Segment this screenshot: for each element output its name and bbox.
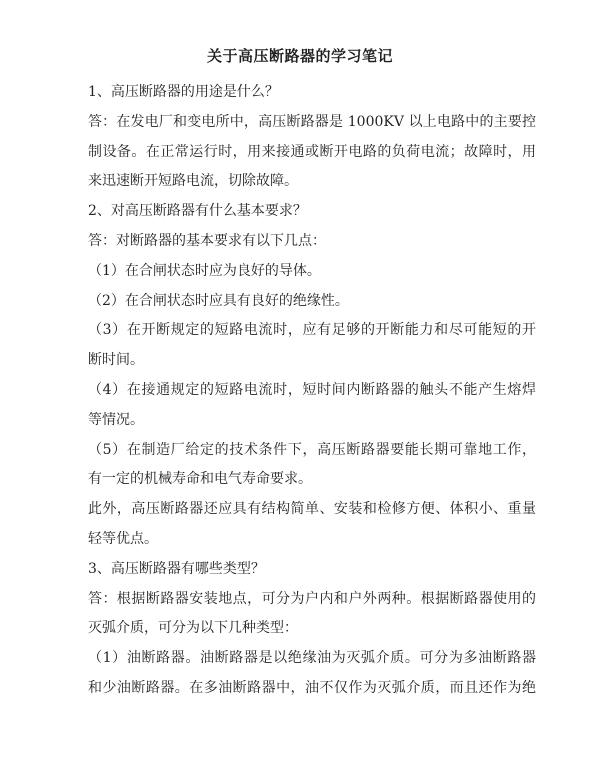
document-body (88, 78, 536, 704)
text-line: 有一定的机械寿命和电气寿命要求。 (88, 471, 312, 488)
text-line: （4）在接通规定的短路电流时，短时间内断路器的触头不能产生熔焊 (88, 381, 536, 398)
text-line: 灭弧介质，可分为以下几种类型： (88, 620, 298, 637)
text-line: （5）在制造厂给定的技术条件下，高压断路器要能长期可靠地工作， (88, 441, 536, 458)
text-line: 和少油断路器。在多油断路器中，油不仅作为灭弧介质，而且还作为绝 (88, 679, 536, 696)
text-line: 答：在发电厂和变电所中，高压断路器是 1000KV 以上电路中的主要控 (88, 113, 536, 130)
text-line: 来迅速断开短路电流，切除故障。 (88, 173, 298, 190)
text-line: 3、高压断路器有哪些类型？ (88, 560, 265, 577)
text-line: 断时间。 (88, 352, 144, 369)
text-line: 轻等优点。 (88, 530, 158, 547)
text-line: 1、高压断路器的用途是什么？ (88, 84, 279, 100)
text-line: （1）油断路器。油断路器是以绝缘油为灭弧介质。可分为多油断路器 (88, 650, 536, 667)
text-line: （1）在合闸状态时应为良好的导体。 (88, 262, 321, 279)
text-line: （2）在合闸状态时应具有良好的绝缘性。 (88, 292, 349, 309)
text-line: 等情况。 (88, 411, 144, 428)
document-title: 关于高压断路器的学习笔记 (206, 47, 393, 65)
text-line: 制设备。在正常运行时，用来接通或断开电路的负荷电流；故障时，用 (88, 143, 536, 160)
text-line: 2、对高压断路器有什么基本要求？ (88, 203, 307, 220)
text-line: （3）在开断规定的短路电流时，应有足够的开断能力和尽可能短的开 (88, 322, 536, 339)
text-line: 答：根据断路器安装地点，可分为户内和户外两种。根据断路器使用的 (88, 590, 536, 607)
text-line: 此外，高压断路器还应具有结构简单、安装和检修方便、体积小、重量 (88, 501, 536, 518)
text-line: 答：对断路器的基本要求有以下几点： (88, 232, 326, 249)
